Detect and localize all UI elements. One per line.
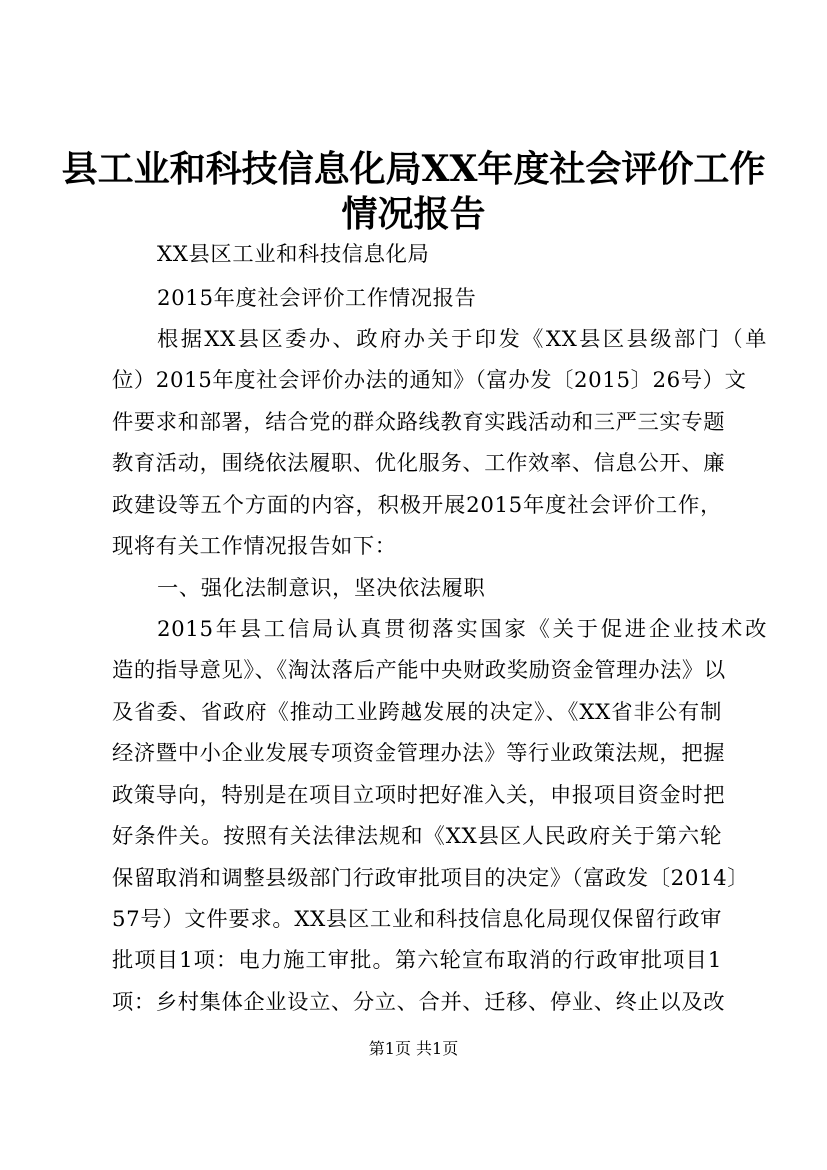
body-line: XX县区工业和科技信息化局	[157, 242, 430, 267]
body-line: 根据XX县区委办、政府办关于印发《XX县区县级部门（单	[157, 327, 767, 352]
body-line: 57号）文件要求。XX县区工业和科技信息化局现仅保留行政审	[112, 907, 722, 932]
body-line: 项：乡村集体企业设立、分立、合并、迁移、停业、终止以及改	[112, 990, 726, 1015]
body-line: 2015年县工信局认真贯彻落实国家《关于促进企业技术改	[157, 617, 767, 642]
body-line: 好条件关。按照有关法律法规和《XX县区人民政府关于第六轮	[112, 824, 722, 849]
body-line: 教育活动，围绕依法履职、优化服务、工作效率、信息公开、廉	[112, 451, 726, 476]
body-line: 2015年度社会评价工作情况报告	[157, 286, 477, 311]
document-title-line-2: 情况报告	[341, 193, 486, 235]
body-line: 批项目1项：电力施工审批。第六轮宣布取消的行政审批项目1	[112, 948, 722, 973]
body-line: 政策导向，特别是在项目立项时把好准入关，申报项目资金时把	[112, 783, 726, 808]
body-line: 保留取消和调整县级部门行政审批项目的决定》（富政发〔2014〕	[112, 866, 750, 891]
section-heading: 一、强化法制意识，坚决依法履职	[157, 576, 486, 601]
body-line: 位）2015年度社会评价办法的通知》（富办发〔2015〕26号）文	[112, 368, 747, 393]
document-title-line-1: 县工业和科技信息化局XX年度社会评价工作	[61, 148, 766, 190]
body-line: 现将有关工作情况报告如下：	[112, 534, 397, 559]
body-line: 件要求和部署，结合党的群众路线教育实践活动和三严三实专题	[112, 410, 726, 435]
body-line: 造的指导意见》、《淘汰落后产能中央财政奖励资金管理办法》以	[112, 658, 726, 683]
body-line: 及省委、省政府《推动工业跨越发展的决定》、《XX省非公有制	[112, 700, 722, 725]
body-line: 经济暨中小企业发展专项资金管理办法》等行业政策法规，把握	[112, 741, 726, 766]
body-line: 政建设等五个方面的内容，积极开展2015年度社会评价工作，	[112, 493, 722, 518]
page-number-footer: 第1页 共1页	[368, 1039, 459, 1058]
